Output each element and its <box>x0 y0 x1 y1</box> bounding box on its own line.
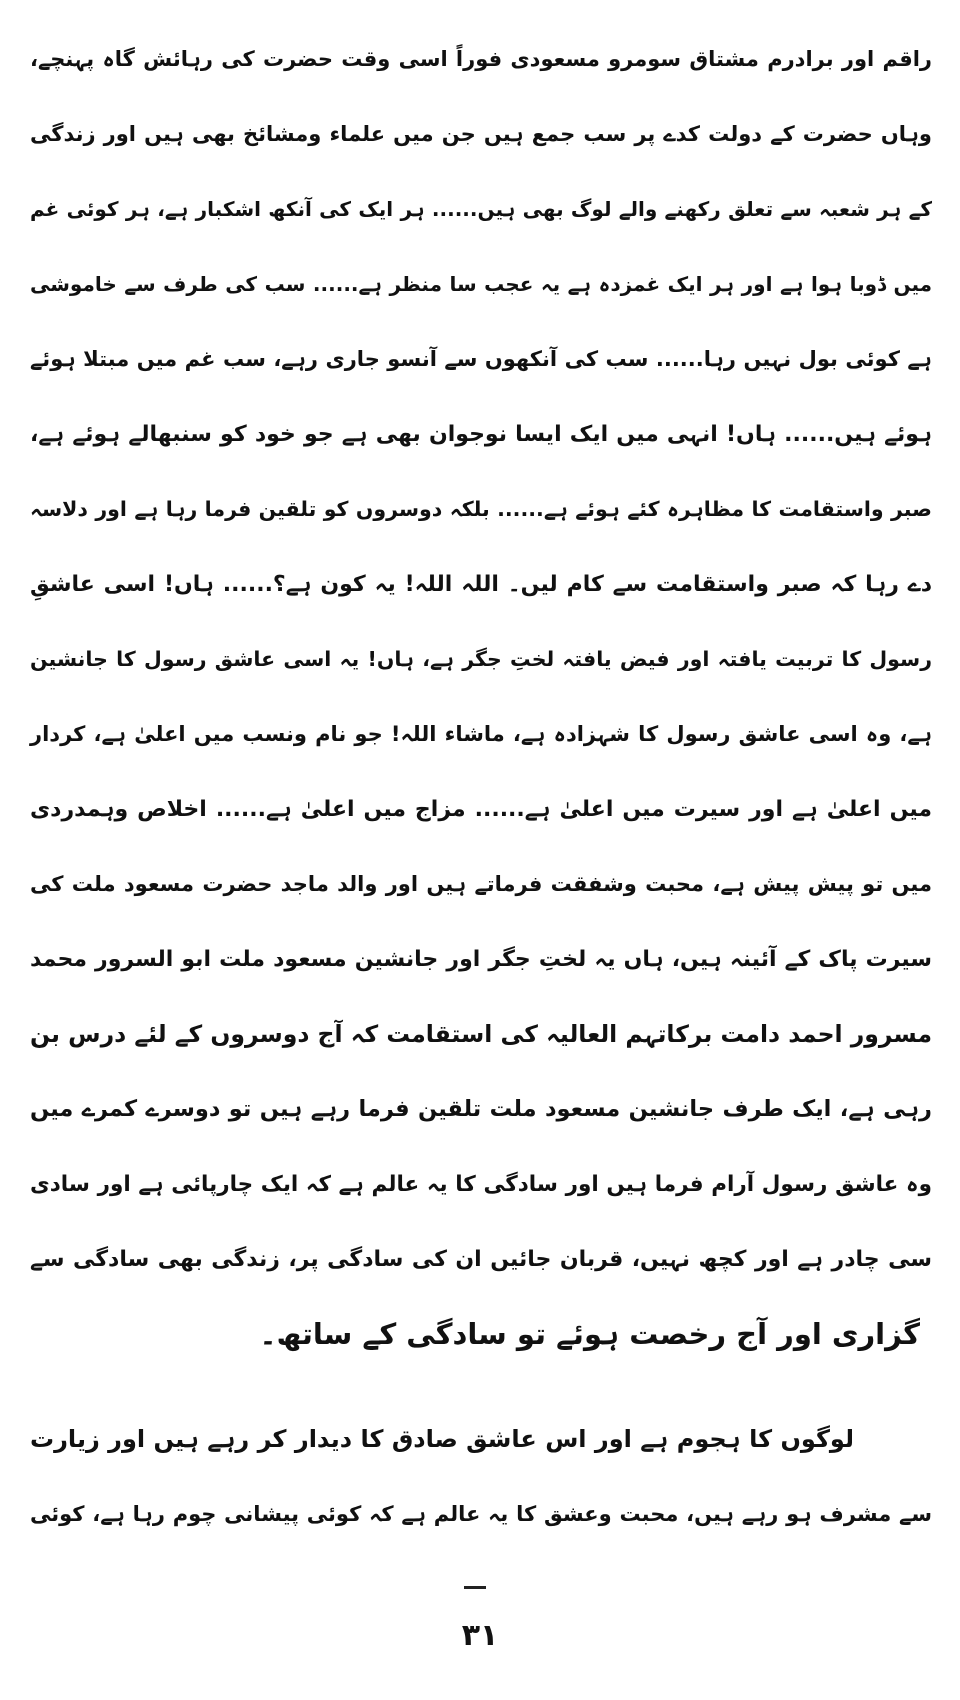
text-line: سیرت پاک کے آئینہ ہیں، ہاں یہ لختِ جگر اور جانشین مسعود ملت ابو السرور محمد <box>30 947 932 972</box>
text-line: گزاری اور آج رخصت ہوئے تو سادگی کے ساتھ۔ <box>259 1317 920 1351</box>
paragraph-gap <box>30 1372 932 1402</box>
text-line: سی چادر ہے اور کچھ نہیں، قربان جائیں ان کی سادگی پر، زندگی بھی سادگی سے <box>30 1247 932 1272</box>
text-line: میں تو پیش پیش ہے، محبت وشفقت فرماتے ہیں اور والد ماجد حضرت مسعود ملت کی <box>30 872 932 896</box>
text-line: ہے کوئی بول نہیں رہا...... سب کی آنکھوں سے آنسو جاری رہے، سب غم میں مبتلا ہوئے <box>30 347 932 371</box>
page-number: ۳۱ <box>461 1618 499 1653</box>
footer-dash <box>464 1586 486 1589</box>
text-line: لوگوں کا ہجوم ہے اور اس عاشق صادق کا دیدار کر رہے ہیں اور زیارت <box>30 1425 854 1453</box>
text-line: دے رہا کہ صبر واستقامت سے کام لیں۔ اللہ اللہ! یہ کون ہے؟...... ہاں! اسی عاشقِ <box>30 572 932 597</box>
paragraph-1 <box>30 22 932 1372</box>
text-line: مسرور احمد دامت برکاتہم العالیہ کی استقامت کہ آج دوسروں کے لئے درس بن <box>29 1020 932 1048</box>
text-line: وہ عاشق رسول آرام فرما ہیں اور سادگی کا یہ عالم ہے کہ ایک چارپائی ہے اور سادی <box>30 1172 932 1197</box>
text-line: صبر واستقامت کا مظاہرہ کئے ہوئے ہے...... بلکہ دوسروں کو تلقین فرما رہا ہے اور دلاسہ <box>30 497 932 521</box>
text-line: میں اعلیٰ ہے اور سیرت میں اعلیٰ ہے...... مزاج میں اعلیٰ ہے...... اخلاص وہمدردی <box>30 797 932 822</box>
page-body <box>30 22 932 1552</box>
text-line: راقم اور برادرم مشتاق سومرو مسعودی فوراً اسی وقت حضرت کی رہائش گاہ پہنچے، <box>30 47 932 71</box>
text-line: رسول کا تربیت یافتہ اور فیض یافتہ لختِ جگر ہے، ہاں! یہ اسی عاشق رسول کا جانشین <box>30 647 932 671</box>
paragraph-2 <box>30 1402 932 1552</box>
text-line: رہی ہے، ایک طرف جانشین مسعود ملت تلقین فرما رہے ہیں تو دوسرے کمرے میں <box>30 1096 932 1122</box>
text-line: ہے، وہ اسی عاشق رسول کا شہزادہ ہے، ماشاء اللہ! جو نام ونسب میں اعلیٰ ہے، کردار <box>30 722 932 746</box>
text-line: وہاں حضرت کے دولت کدے پر سب جمع ہیں جن میں علماء ومشائخ بھی ہیں اور زندگی <box>30 122 932 146</box>
text-line: کے ہر شعبہ سے تعلق رکھنے والے لوگ بھی ہیں...... ہر ایک کی آنکھ اشکبار ہے، ہر کوئی غم <box>30 197 932 221</box>
text-line: سے مشرف ہو رہے ہیں، محبت وعشق کا یہ عالم ہے کہ کوئی پیشانی چوم رہا ہے، کوئی <box>30 1502 932 1526</box>
text-line: میں ڈوبا ہوا ہے اور ہر ایک غمزدہ ہے یہ عجب سا منظر ہے...... سب کی طرف سے خاموشی <box>30 272 932 296</box>
text-line: ہوئے ہیں...... ہاں! انہی میں ایک ایسا نوجوان بھی ہے جو خود کو سنبھالے ہوئے ہے، <box>30 422 932 447</box>
